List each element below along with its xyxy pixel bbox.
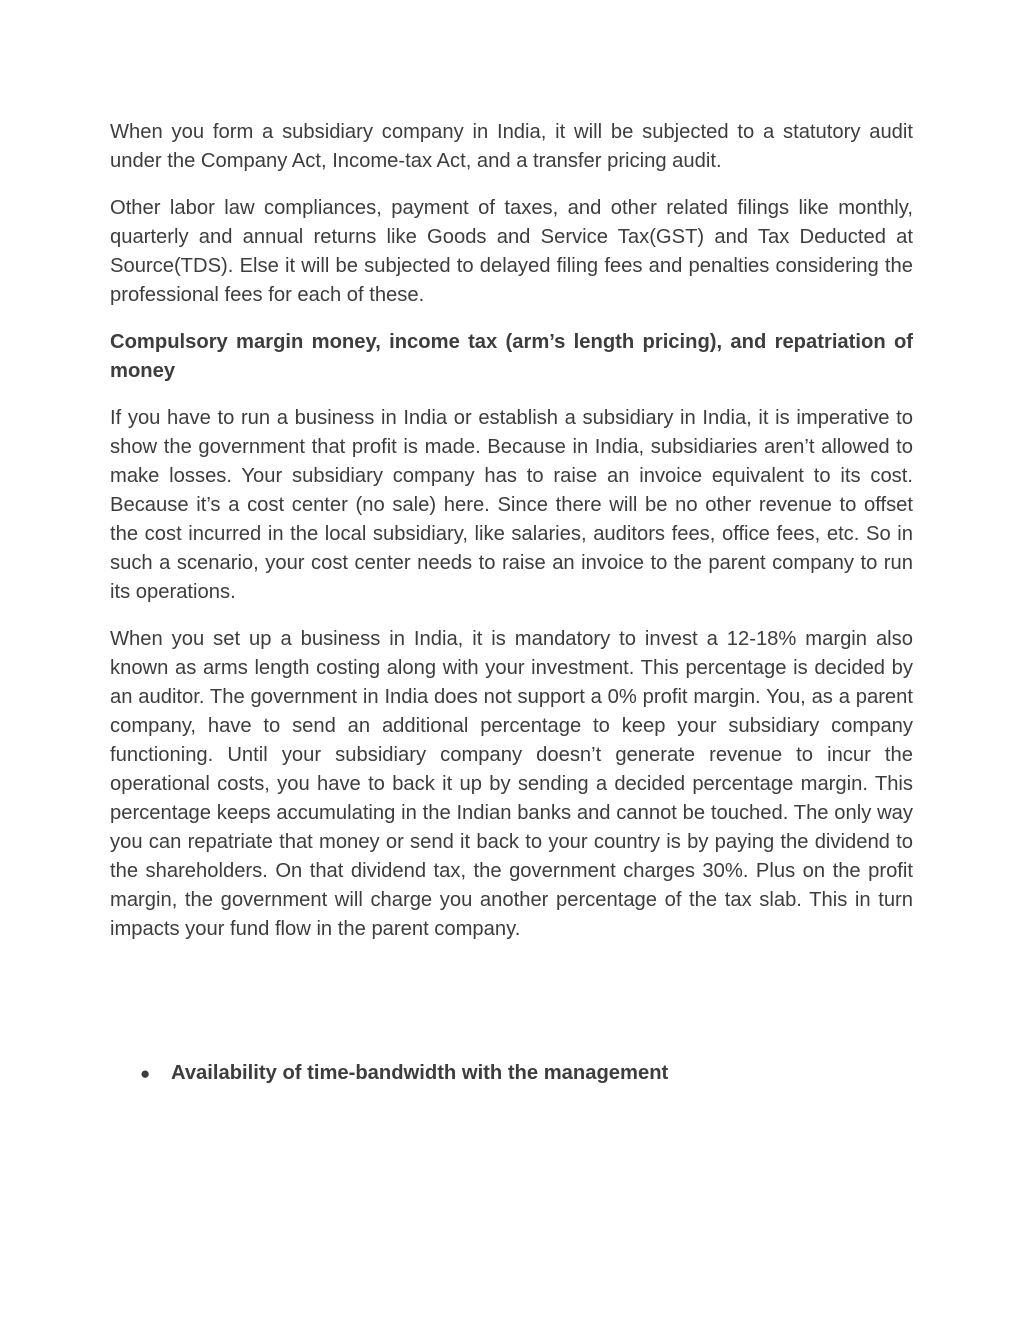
section-heading: Compulsory margin money, income tax (arm’s length pricing), and repatriation of money — [110, 331, 913, 382]
paragraph-labor-compliances: Other labor law compliances, payment of taxes, and other related filings like monthly, quarterly and annual returns like Goods and Service Tax(GST) and Tax Deducted at Source(TDS). Else it will be subjected to delayed filing fees and penalties considering the professional fees for each of these. — [110, 197, 913, 306]
document-body — [110, 118, 913, 962]
paragraph-profit-requirement: If you have to run a business in India or establish a subsidiary in India, it is imperative to show the government that profit is made. Because in India, subsidiaries aren’t allowed to make losses. Your subsidiary company has to raise an invoice equivalent to its cost. Because it’s a cost center (no sale) here. Since there will be no other revenue to offset the cost incurred in the local subsidiary, like salaries, auditors fees, office fees, etc. So in such a scenario, your cost center needs to raise an invoice to the parent company to run its operations. — [110, 407, 913, 603]
bullet-icon: ● — [140, 1064, 151, 1083]
bullet-list — [140, 1059, 668, 1088]
paragraph-statutory-audit: When you form a subsidiary company in India, it will be subjected to a statutory audit under the Company Act, Income-tax Act, and a transfer pricing audit. — [110, 121, 913, 172]
paragraph-margin-investment: When you set up a business in India, it is mandatory to invest a 12-18% margin also known as arms length costing along with your investment. This percentage is decided by an auditor. The government in India does not support a 0% profit margin. You, as a parent company, have to send an additional percentage to keep your subsidiary company functioning. Until your subsidiary company doesn’t generate revenue to incur the operational costs, you have to back it up by sending a decided percentage margin. This percentage keeps accumulating in the Indian banks and cannot be touched. The only way you can repatriate that money or send it back to your country is by paying the dividend to the shareholders. On that dividend tax, the government charges 30%. Plus on the profit margin, the government will charge you another percentage of the tax slab. This in turn impacts your fund flow in the parent company. — [110, 628, 913, 940]
bullet-text: Availability of time-bandwidth with the management — [171, 1062, 669, 1084]
list-item — [140, 1059, 668, 1088]
